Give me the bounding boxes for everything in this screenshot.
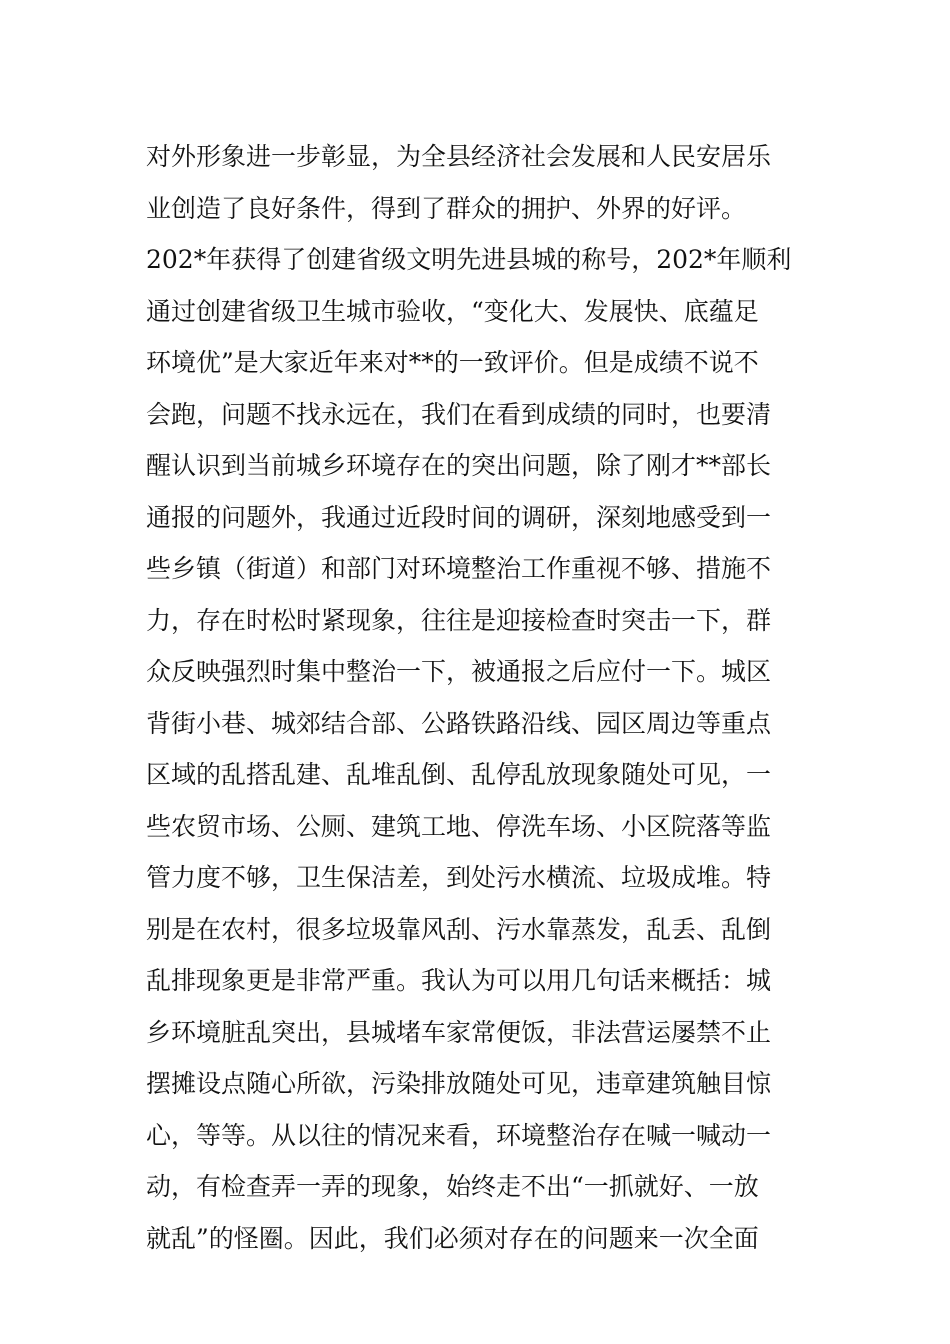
- body-paragraph: [146, 131, 816, 1264]
- text-line-1: 对外形象进一步彰显，为全县经济社会发展和人民安居乐: [146, 142, 772, 171]
- text-line-17: 乱排现象更是非常严重。我认为可以用几句话来概括：城: [146, 966, 772, 995]
- text-line-7: 醒认识到当前城乡环境存在的突出问题，除了刚才**部长: [146, 451, 772, 480]
- text-line-16: 别是在农村，很多垃圾靠风刮、污水靠蒸发，乱丢、乱倒: [146, 914, 772, 944]
- text-line-5: 环境优”是大家近年来对**的一致评价。但是成绩不说不: [146, 348, 759, 377]
- text-line-18: 乡环境脏乱突出，县城堵车家常便饭，非法营运屡禁不止: [146, 1017, 772, 1047]
- text-line-4: 通过创建省级卫生城市验收，“变化大、发展快、底蕴足: [146, 296, 759, 326]
- text-line-3: 202*年获得了创建省级文明先进县城的称号，202*年顺利: [146, 245, 792, 274]
- text-line-22: 就乱”的怪圈。因此，我们必须对存在的问题来一次全面: [146, 1223, 759, 1253]
- text-line-19: 摆摊设点随心所欲，污染排放随处可见，违章建筑触目惊: [146, 1069, 772, 1098]
- text-line-21: 动，有检查弄一弄的现象，始终走不出“一抓就好、一放: [146, 1172, 759, 1201]
- text-line-15: 管力度不够，卫生保洁差，到处污水横流、垃圾成堆。特: [146, 863, 772, 892]
- text-line-10: 力，存在时松时紧现象，往往是迎接检查时突击一下，群: [146, 605, 772, 635]
- text-line-13: 区域的乱搭乱建、乱堆乱倒、乱停乱放现象随处可见，一: [146, 760, 772, 789]
- text-line-9: 些乡镇（街道）和部门对环境整治工作重视不够、措施不: [146, 554, 772, 583]
- text-line-6: 会跑，问题不找永远在，我们在看到成绩的同时，也要清: [146, 399, 772, 429]
- text-line-14: 些农贸市场、公厕、建筑工地、停洗车场、小区院落等监: [146, 811, 772, 841]
- text-line-12: 背街小巷、城郊结合部、公路铁路沿线、园区周边等重点: [146, 708, 772, 738]
- text-line-8: 通报的问题外，我通过近段时间的调研，深刻地感受到一: [146, 502, 772, 532]
- text-line-20: 心，等等。从以往的情况来看，环境整治存在喊一喊动一: [146, 1120, 772, 1150]
- text-line-2: 业创造了良好条件，得到了群众的拥护、外界的好评。: [146, 193, 747, 223]
- text-line-11: 众反映强烈时集中整治一下，被通报之后应付一下。城区: [146, 657, 772, 686]
